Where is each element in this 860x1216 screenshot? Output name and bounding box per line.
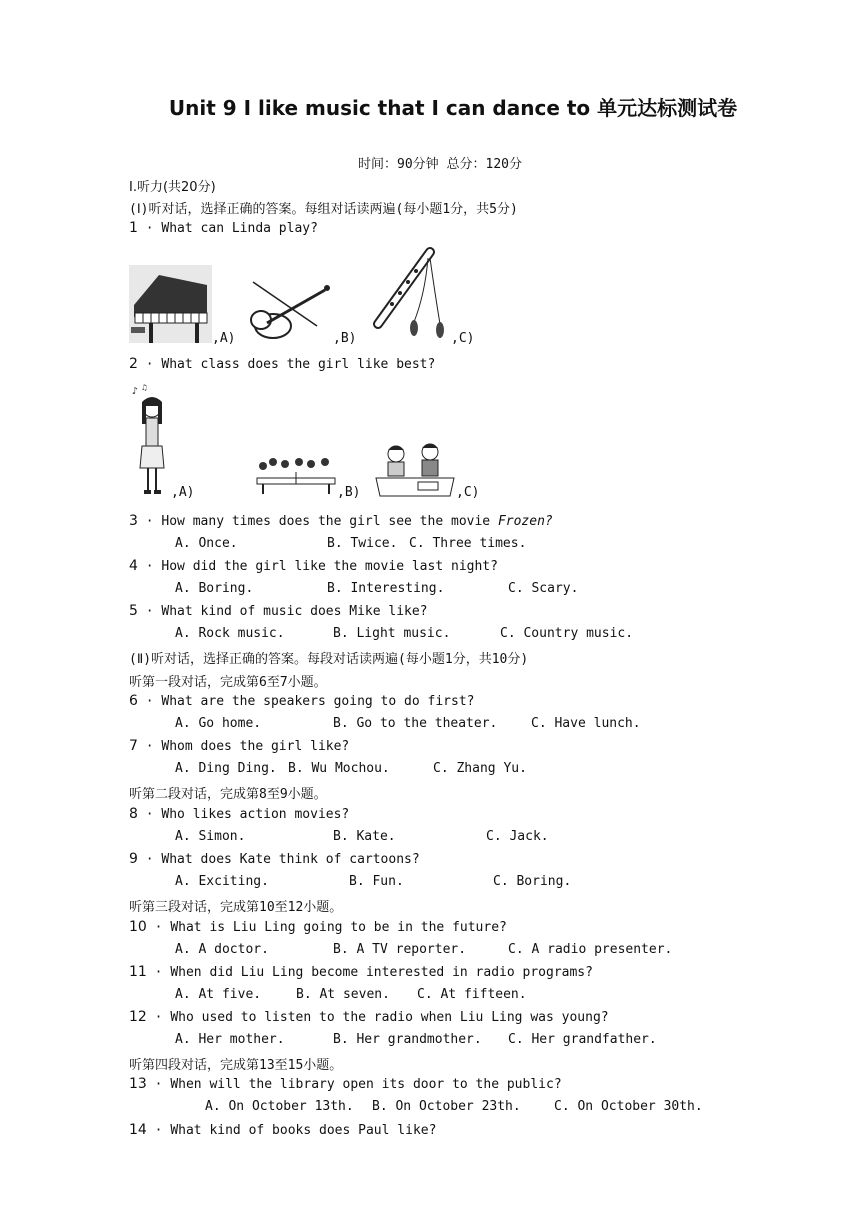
option-a-label: ,A) [171, 485, 195, 500]
question-3: 3 · How many times does the girl see the movie Frozen? [129, 513, 553, 529]
q6-option-c: C. Have lunch. [531, 716, 641, 731]
q13-option-a: A. On October 13th. [205, 1099, 354, 1114]
q7-option-b: B. Wu Mochou. [288, 761, 390, 776]
q9-option-c: C. Boring. [493, 874, 572, 889]
q9-option-a: A. Exciting. [175, 874, 269, 889]
question-6: 6 · What are the speakers going to do first? [129, 693, 475, 709]
q3-option-c: C. Three times. [409, 536, 527, 551]
option-a-label: ,A) [212, 331, 236, 346]
q9-option-b: B. Fun. [349, 874, 404, 889]
question-7: 7 · Whom does the girl like? [129, 738, 350, 754]
option-b-label: ,B) [337, 485, 361, 500]
pingpong-image [255, 456, 337, 496]
q12-option-a: A. Her mother. [175, 1032, 285, 1047]
q10-option-a: A. A doctor. [175, 942, 269, 957]
section-listening: Ⅰ.听力(共20分) [129, 180, 216, 195]
svg-text:♫: ♫ [142, 384, 147, 392]
dialog-4-instruction: 听第四段对话，完成第13至15小题。 [129, 1058, 343, 1073]
q5-option-a: A. Rock music. [175, 626, 285, 641]
q12-option-c: C. Her grandfather. [508, 1032, 657, 1047]
q11-option-b: B. At seven. [296, 987, 390, 1002]
question-11: 11 · When did Liu Ling become interested in radio programs? [129, 964, 593, 980]
question-12: 12 · Who used to listen to the radio when Liu Ling was young? [129, 1009, 609, 1025]
question-8: 8 · Who likes action movies? [129, 806, 350, 822]
question-14: 14 · What kind of books does Paul like? [129, 1122, 437, 1138]
q5-option-b: B. Light music. [333, 626, 451, 641]
q6-option-a: A. Go home. [175, 716, 262, 731]
q4-option-c: C. Scary. [508, 581, 579, 596]
q11-option-a: A. At five. [175, 987, 262, 1002]
question-13: 13 · When will the library open its door to the public? [129, 1076, 562, 1092]
part-2-instruction: (Ⅱ)听对话，选择正确的答案。每段对话读两遍(每小题1分，共10分) [129, 652, 529, 667]
piano-image [129, 265, 212, 343]
q8-option-c: C. Jack. [486, 829, 549, 844]
q5-option-c: C. Country music. [500, 626, 634, 641]
q3-option-a: A. Once. [175, 536, 238, 551]
question-9: 9 · What does Kate think of cartoons? [129, 851, 420, 867]
q12-option-b: B. Her grandmother. [333, 1032, 482, 1047]
option-c-label: ,C) [456, 485, 480, 500]
option-b-label: ,B) [333, 331, 357, 346]
q13-option-b: B. On October 23th. [372, 1099, 521, 1114]
q7-option-c: C. Zhang Yu. [433, 761, 527, 776]
q6-option-b: B. Go to the theater. [333, 716, 498, 731]
violin-image [245, 276, 333, 346]
question-2: 2 · What class does the girl like best? [129, 356, 436, 372]
q7-option-a: A. Ding Ding. [175, 761, 277, 776]
singing-girl-image [130, 384, 170, 500]
q13-option-c: C. On October 30th. [554, 1099, 703, 1114]
option-c-label: ,C) [451, 331, 475, 346]
q10-option-c: C. A radio presenter. [508, 942, 673, 957]
dialog-1-instruction: 听第一段对话，完成第6至7小题。 [129, 675, 327, 690]
q11-option-c: C. At fifteen. [417, 987, 527, 1002]
page-title: Unit 9 I like music that I can dance to 单元达标测试卷 [168, 96, 738, 120]
question-10: 10 · What is Liu Ling going to be in the future? [129, 919, 507, 935]
q3-option-b: B. Twice. [327, 536, 398, 551]
part-1-instruction: (Ⅰ)听对话，选择正确的答案。每组对话读两遍(每小题1分，共5分) [129, 202, 518, 217]
question-1: 1 · What can Linda play? [129, 220, 318, 236]
question-4: 4 · How did the girl like the movie last night? [129, 558, 498, 574]
svg-text:♪: ♪ [132, 386, 139, 397]
q4-option-a: A. Boring. [175, 581, 254, 596]
q10-option-b: B. A TV reporter. [333, 942, 467, 957]
flute-image [370, 244, 450, 346]
q8-option-a: A. Simon. [175, 829, 246, 844]
dialog-2-instruction: 听第二段对话，完成第8至9小题。 [129, 787, 327, 802]
dialog-3-instruction: 听第三段对话，完成第10至12小题。 [129, 900, 343, 915]
question-5: 5 · What kind of music does Mike like? [129, 603, 428, 619]
classroom-image [374, 440, 456, 498]
q8-option-b: B. Kate. [333, 829, 396, 844]
q4-option-b: B. Interesting. [327, 581, 445, 596]
exam-meta: 时间：90分钟 总分：120分 [358, 157, 522, 172]
